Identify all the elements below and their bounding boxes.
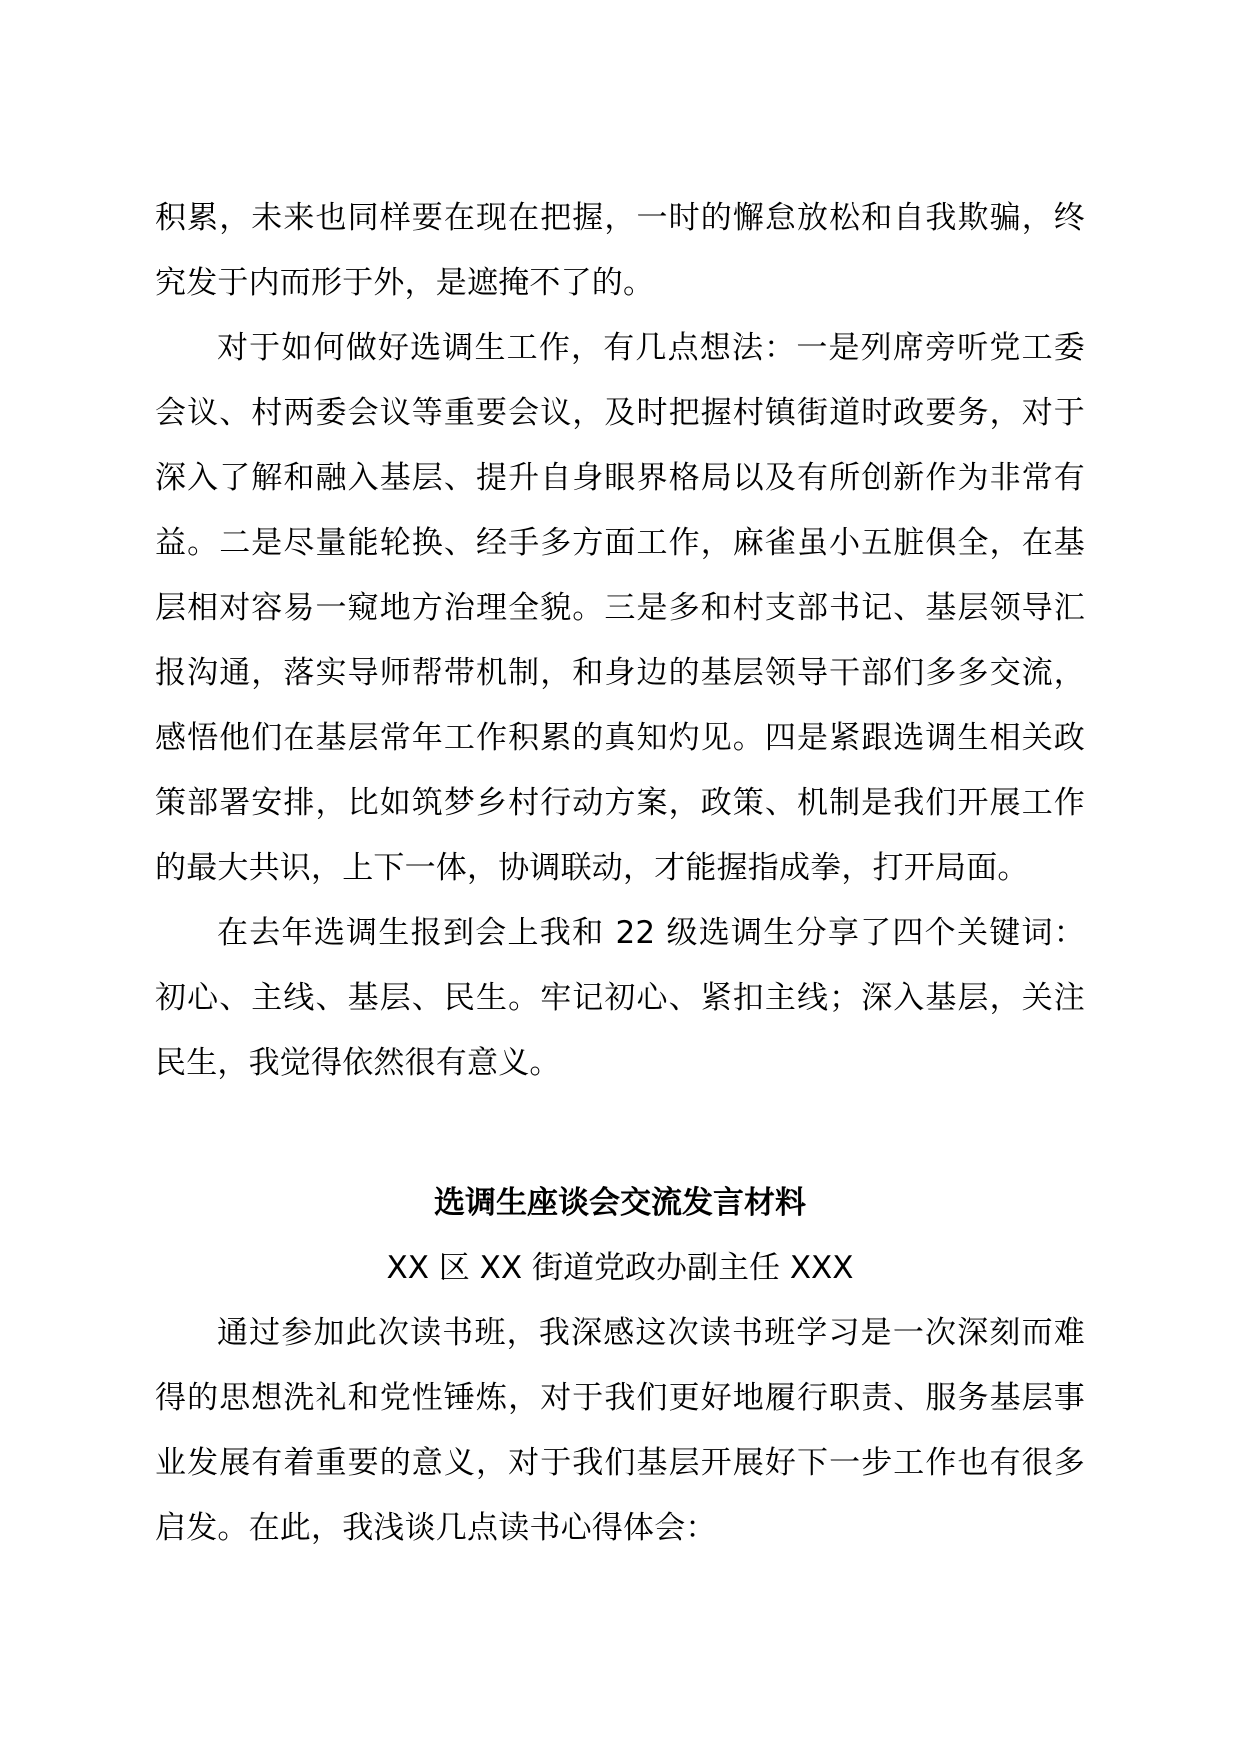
paragraph-ideas: 对于如何做好选调生工作，有几点想法：一是列席旁听党工委会议、村两委会议等重要会议，及时把握村镇街道时政要务，对于深入了解和融入基层、提升自身眼界格局以及有所创新作为非常有益。二是尽量能轮换、经手多方面工作，麻雀虽小五脏俱全，在基层相对容易一窥地方治理全貌。三是多和村支部书记、基层领导汇报沟通，落实导师帮带机制，和身边的基层领导干部们多多交流，感悟他们在基层常年工作积累的真知灼见。四是紧跟选调生相关政策部署安排，比如筑梦乡村行动方案，政策、机制是我们开展工作的最大共识，上下一体，协调联动，才能握指成拳，打开局面。: [155, 330, 1085, 886]
section-title: 选调生座谈会交流发言材料: [434, 1185, 806, 1221]
paragraph-intro: 通过参加此次读书班，我深感这次读书班学习是一次深刻而难得的思想洗礼和党性锤炼，对于我们更好地履行职责、服务基层事业发展有着重要的意义，对于我们基层开展好下一步工作也有很多启发。在此，我浅谈几点读书心得体会：: [155, 1315, 1085, 1546]
section-author: XX 区 XX 街道党政办副主任 XXX: [386, 1250, 854, 1286]
section-spacer: [155, 1096, 1085, 1171]
continued-paragraph: 积累，未来也同样要在现在把握，一时的懈怠放松和自我欺骗，终究发于内而形于外，是遮掩不了的。: [155, 200, 1085, 301]
document-body: [155, 186, 1085, 1561]
paragraph-keywords: 在去年选调生报到会上我和 22 级选调生分享了四个关键词：初心、主线、基层、民生。牢记初心、紧扣主线；深入基层，关注民生，我觉得依然很有意义。: [155, 915, 1085, 1081]
